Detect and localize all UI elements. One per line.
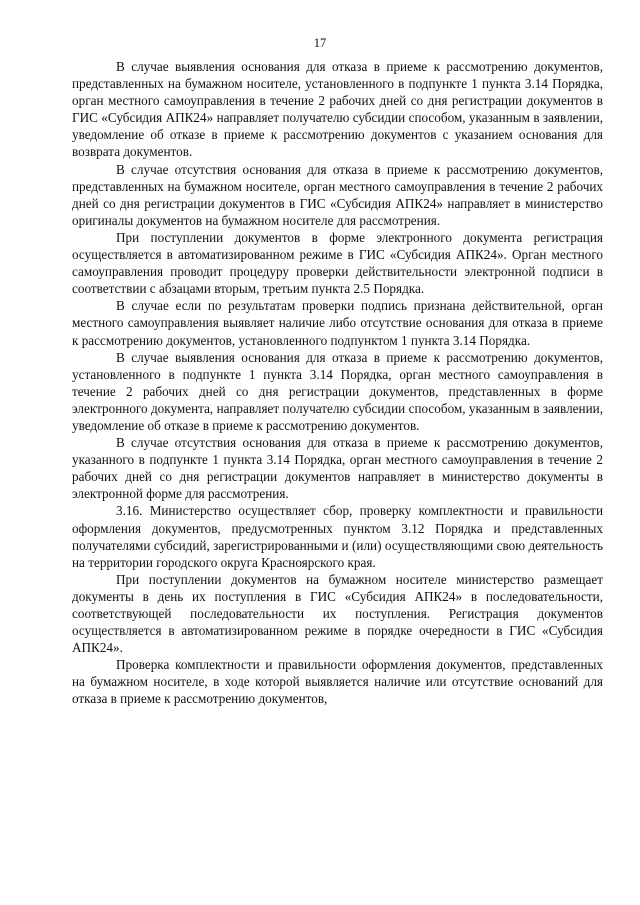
document-body	[72, 58, 603, 708]
page-number: 17	[313, 36, 327, 50]
paragraph: При поступлении документов в форме электронного документа регистрация осуществляется в автоматизированном режиме в ГИС «Субсидия АПК24». Орган местного самоуправления проводит процедуру проверки действительности электронной подписи в соответствии с абзацами вторым, третьим пункта 2.5 Порядка.	[72, 229, 603, 297]
paragraph: 3.16. Министерство осуществляет сбор, проверку комплектности и правильности оформления документов, предусмотренных пунктом 3.12 Порядка и представленных получателями субсидий, зарегистрированными и (или) осуществляющими свою деятельность на территории городского округа Красноярского края.	[72, 503, 603, 570]
paragraph: В случае выявления основания для отказа в приеме к рассмотрению документов, установленного в подпункте 1 пункта 3.14 Порядка, орган местного самоуправления в течение 2 рабочих дней со дня регистрации документов, представленных в форме электронного документа, направляет получателю субсидии способом, указанным в заявлении, уведомление об отказе в приеме к рассмотрению документов.	[72, 349, 603, 433]
paragraph: Проверка комплектности и правильности оформления документов, представленных на бумажном носителе, в ходе которой выявляется наличие или отсутствие оснований для отказа в приеме к рассмотрению документов,	[72, 657, 603, 707]
paragraph: В случае если по результатам проверки подпись признана действительной, орган местного самоуправления выявляет наличие либо отсутствие основания для отказа в приеме к рассмотрению документов, установленного подпунктом 1 пункта 3.14 Порядка.	[72, 298, 603, 348]
paragraph: В случае отсутствия основания для отказа в приеме к рассмотрению документов, указанного в подпункте 1 пункта 3.14 Порядка, орган местного самоуправления в течение 2 рабочих дней со дня регистрации документов направляет в министерство документы в электронной форме для рассмотрения.	[72, 435, 603, 502]
paragraph: При поступлении документов на бумажном носителе министерство размещает документы в день их поступления в ГИС «Субсидия АПК24» в последовательности, соответствующей последовательности их поступления. Регистрация документов осуществляется в автоматизированном режиме в порядке очередности в ГИС «Субсидия АПК24».	[72, 571, 603, 656]
paragraph: В случае отсутствия основания для отказа в приеме к рассмотрению документов, представленных на бумажном носителе, орган местного самоуправления в течение 2 рабочих дней со дня регистрации документов в ГИС «Субсидия АПК24» направляет в министерство оригиналы документов на бумажном носителе для рассмотрения.	[72, 161, 603, 228]
paragraph: В случае выявления основания для отказа в приеме к рассмотрению документов, представленных на бумажном носителе, установленного в подпункте 1 пункта 3.14 Порядка, орган местного самоуправления в течение 2 рабочих дней со дня регистрации документов в ГИС «Субсидия АПК24» направляет получателю субсидии способом, указанным в заявлении, уведомление об отказе в приеме к рассмотрению документов с указанием основания для возврата документов.	[72, 59, 603, 160]
